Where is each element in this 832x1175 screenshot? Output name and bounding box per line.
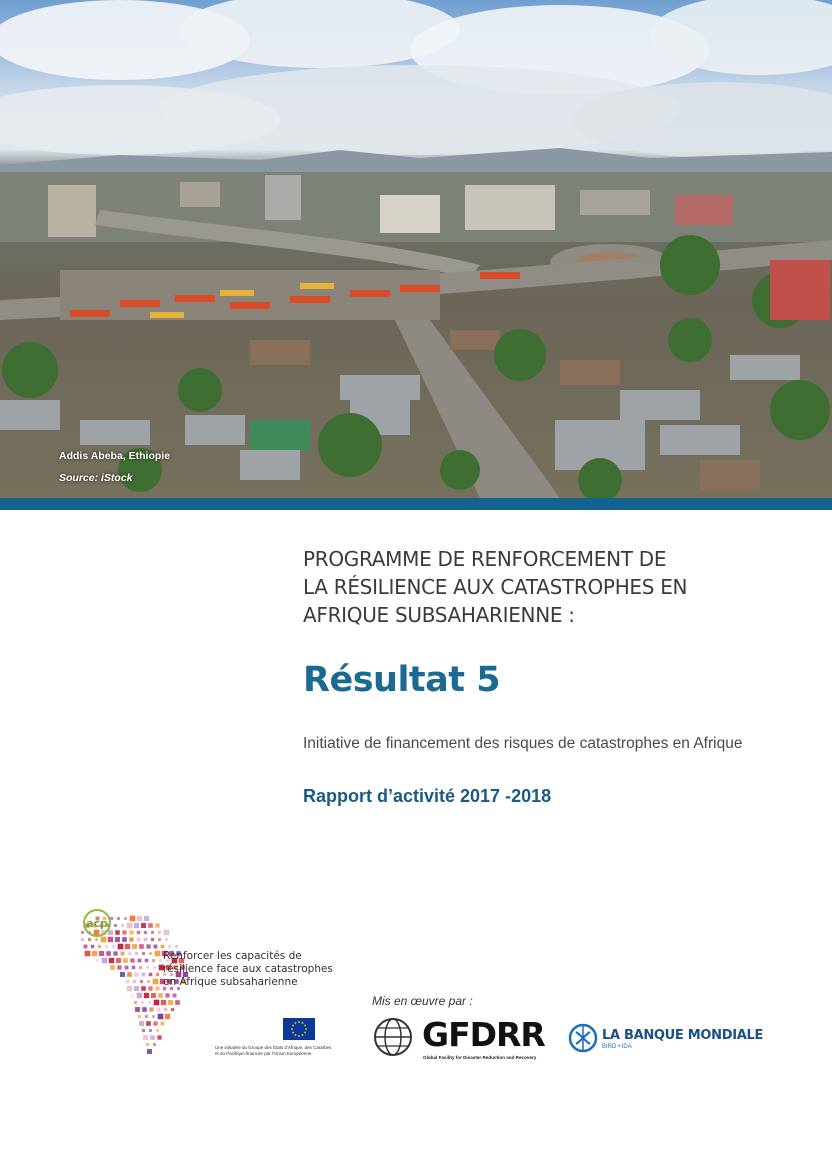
subtitle: Initiative de financement des risques de catastrophes en Afrique — [303, 735, 743, 752]
acp-logo-icon — [75, 908, 119, 938]
world-bank-name: LA BANQUE MONDIALE — [602, 1028, 764, 1043]
accent-bar — [0, 498, 832, 510]
program-title-line: LA RÉSILIENCE AUX CATASTROPHES EN — [303, 575, 688, 599]
report-label: Rapport d’activité 2017 -2018 — [303, 786, 552, 806]
world-bank-logo — [568, 1023, 764, 1059]
program-logo — [75, 908, 345, 1068]
result-heading: Résultat 5 — [303, 660, 501, 700]
fine-print-line: Une initiative du Groupe des États d'Afrique, des Caraïbes — [215, 1045, 332, 1050]
acp-mark: acp — [86, 917, 108, 930]
eu-flag-icon — [283, 1018, 315, 1040]
program-logo-text — [163, 950, 333, 989]
cover-photo — [0, 0, 832, 498]
implemented-by-label: Mis en œuvre par : — [372, 994, 473, 1008]
gfdrr-name: GFDRR — [422, 1015, 545, 1054]
gfdrr-full-name: Global Facility for Disaster Reduction and Recovery — [423, 1055, 537, 1060]
world-bank-globe-icon — [568, 1023, 598, 1053]
program-title-line: AFRIQUE SUBSAHARIENNE : — [303, 603, 575, 627]
program-title — [303, 545, 763, 629]
program-title-line: PROGRAMME DE RENFORCEMENT DE — [303, 547, 667, 571]
fine-print-line: et du Pacifique financée par l'Union Européenne — [215, 1051, 312, 1056]
world-bank-sub: BIRD • IDA — [602, 1044, 632, 1050]
program-logo-line: résilience face aux catastrophes — [163, 963, 333, 975]
globe-icon — [372, 1015, 416, 1059]
program-logo-line: Renforcer les capacités de — [163, 950, 302, 962]
city-aerial-illustration — [0, 0, 832, 498]
program-logo-line: en Afrique subsaharienne — [163, 976, 298, 988]
gfdrr-logo — [372, 1015, 562, 1065]
photo-caption-place: Addis Abeba, Ethiopie — [59, 450, 171, 462]
program-logo-fine-print — [215, 1045, 331, 1057]
photo-caption-source: Source: iStock — [59, 472, 133, 484]
